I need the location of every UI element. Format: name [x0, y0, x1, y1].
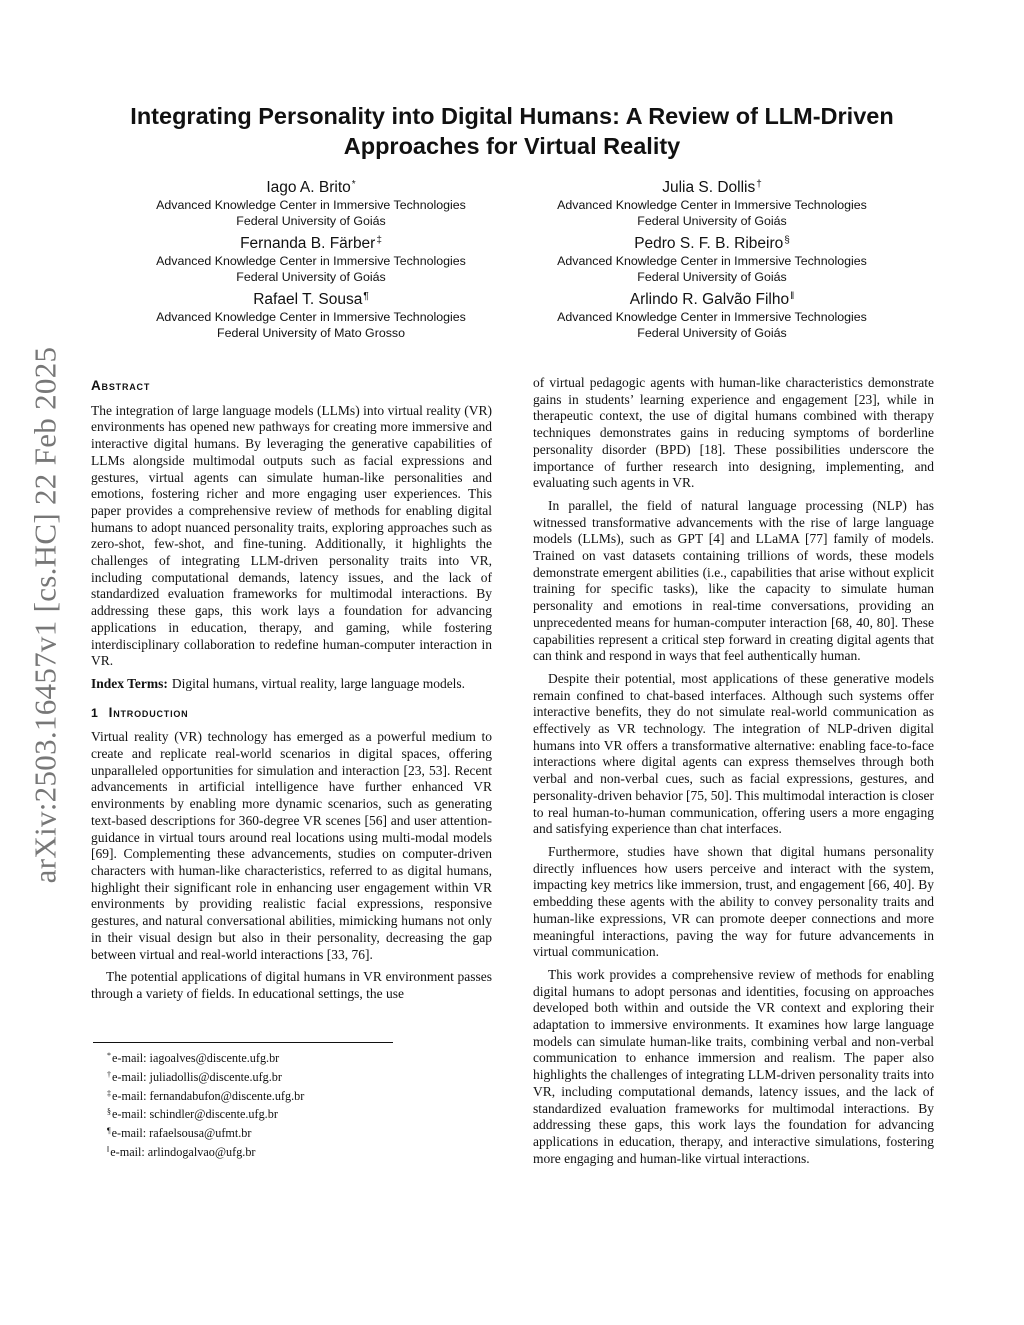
author-entry: [101, 175, 521, 229]
footnote-text[interactable]: e-mail: juliadollis@discente.ufg.br: [112, 1069, 282, 1084]
section-title: Introduction: [108, 704, 189, 720]
author-mark: †: [756, 179, 762, 190]
abstract-heading: Abstract: [91, 378, 151, 393]
abstract-text: The integration of large language models (LLMs) into virtual reality (VR) environments has opened new pathways for creating more immersive and interactive digital humans. By leveraging the generative capabilities of LLMs alongside multimodal outputs such as facial expressions and gestures, virtual agents can simulate human-like personalities and emotions, fostering richer and more engaging user experiences. This paper provides a comprehensive review of methods for enabling digital humans to adopt nuanced personality traits, exploring approaches such as zero-shot, few-shot, and fine-tuning. Additionally, it highlights the challenges of integrating LLM-driven personality traits into VR, including computational demands, latency issues, and the lack of standardized evaluation frameworks for multimodal interactions. By addressing these gaps, this work lays a foundation for advancing applications in education, therapy, and gaming, while fostering interdisciplinary collaboration to redefine human-computer interaction in VR.: [91, 402, 492, 669]
author-affiliation: Advanced Knowledge Center in Immersive Technologies: [156, 254, 466, 268]
footnote: [91, 1086, 492, 1105]
author-university: Federal University of Goiás: [637, 270, 787, 284]
footnote-mark: ‖: [107, 1144, 110, 1154]
author-mark: ¶: [363, 291, 369, 302]
author-university: Federal University of Mato Grosso: [217, 326, 405, 340]
author-name: Iago A. Brito: [266, 179, 351, 196]
author-entry: [502, 175, 922, 229]
index-terms-label: Index Terms:: [91, 675, 168, 691]
footnote: [91, 1067, 492, 1086]
author-column-right: [502, 175, 922, 343]
arxiv-identifier[interactable]: arXiv:2503.16457v1 [cs.HC] 22 Feb 2025: [27, 346, 63, 884]
footnote-text[interactable]: e-mail: rafaelsousa@ufmt.br: [111, 1126, 252, 1141]
left-column: [91, 375, 492, 1009]
footnote-mark: *: [107, 1051, 111, 1060]
footnotes: [91, 1042, 492, 1161]
intro-paragraph-5: Despite their potential, most applications of these generative models remain confined to chat-based interfaces. Although such systems offer interactive benefits, they do not simulate real-world communication as effectively as VR technology. The integration of NLP-driven digital humans into VR offers a transformative alternative: enabling face-to-face interactions where digital agents can express themselves through both verbal and non-verbal cues, such as facial expressions, gestures, and personality-driven behavior [75, 50]. This multimodal interaction is closer to real human-to-human communication, offering users a more engaging and satisfying experience than chat interfaces.: [533, 670, 934, 837]
author-name: Fernanda B. Färber: [240, 235, 376, 252]
author-entry: [502, 287, 922, 341]
author-mark: §: [784, 235, 790, 246]
footnote-mark: ‡: [107, 1088, 111, 1098]
footnote-mark: ¶: [107, 1126, 111, 1136]
intro-paragraph-3: of virtual pedagogic agents with human-like characteristics demonstrate gains in students’ learning experience and engagement [23], while in therapeutic context, the use of digital humans combined with therapy techniques demonstrates gains in reducing symptoms of borderline personality disorder (BPD) [18]. These possibilities underscore the importance of further research into designing, implementing, and evaluating such agents in VR.: [533, 375, 934, 491]
author-name: Pedro S. F. B. Ribeiro: [634, 235, 784, 252]
index-terms: [91, 676, 492, 693]
footnote: [91, 1123, 492, 1142]
arxiv-sidebar: [15, 320, 75, 910]
introduction-heading: [91, 705, 492, 722]
footnote: [91, 1142, 492, 1161]
footnote-rule: [93, 1042, 393, 1043]
footnote-text[interactable]: e-mail: schindler@discente.ufg.br: [112, 1107, 278, 1122]
author-mark: *: [351, 179, 356, 190]
title-line-2: Approaches for Virtual Reality: [343, 133, 681, 159]
title-line-1: Integrating Personality into Digital Humans: A Review of LLM-Driven: [130, 103, 894, 129]
intro-paragraph-4: In parallel, the field of natural language processing (NLP) has witnessed transformative advancements with the rise of large language models (LLMs), such as GPT [4] and LLaMA [77] family of models. Trained on vast datasets containing trillions of words, these models demonstrate emergent abilities (i.e., capabilities that arise without explicit training for specific tasks), like the capacity to simulate human personality and emotions in real-time conversations, providing an unprecedented means for human-computer interaction [68, 40, 80]. These capabilities represent a critical step forward in creating digital agents that can think and respond in ways that feel authentically human.: [533, 497, 934, 664]
author-entry: [101, 287, 521, 341]
author-name: Julia S. Dollis: [662, 179, 756, 196]
author-name: Arlindo R. Galvão Filho: [629, 291, 790, 308]
footnote-text[interactable]: e-mail: iagoalves@discente.ufg.br: [112, 1051, 280, 1065]
author-mark: ‖: [790, 291, 795, 302]
intro-paragraph-1: Virtual reality (VR) technology has emerged as a powerful medium to create and replicate real-world scenarios in digital spaces, offering unparalleled opportunities for simulation and interaction [23, 53]. Recent advancements in artificial intelligence have further enhanced VR environments by enabling more dynamic scenarios, such as generating text-based descriptions for 360-degree VR scenes [56] and user attention-guidance in virtual tours around real locations using multi-modal models [69]. Complementing these advancements, studies on computer-driven characters with human-like characteristics, referred to as digital humans, highlight their significant role in enhancing user engagement within VR environments by providing realistic facial expressions, responsive gestures, and natural conversational abilities, mimicking humans not only in their visual design but also in their personality, decreasing the gap between virtual and real-world interactions [33, 76].: [91, 729, 492, 962]
author-affiliation: Advanced Knowledge Center in Immersive Technologies: [557, 254, 867, 268]
footnote-mark: †: [107, 1069, 111, 1079]
paper-title: [100, 101, 924, 161]
index-terms-text: Digital humans, virtual reality, large language models.: [171, 675, 466, 691]
footnote-mark: §: [107, 1107, 111, 1117]
author-affiliation: Advanced Knowledge Center in Immersive Technologies: [156, 198, 466, 212]
author-entry: [101, 231, 521, 285]
section-number: 1: [91, 705, 99, 720]
author-university: Federal University of Goiás: [236, 270, 386, 284]
footnote-text[interactable]: e-mail: fernandabufon@discente.ufg.br: [112, 1088, 305, 1103]
author-column-left: [101, 175, 521, 343]
footnote: [91, 1048, 492, 1067]
author-entry: [502, 231, 922, 285]
author-mark: ‡: [376, 235, 382, 246]
author-name: Rafael T. Sousa: [253, 291, 363, 308]
author-university: Federal University of Goiás: [236, 214, 386, 228]
author-affiliation: Advanced Knowledge Center in Immersive Technologies: [156, 310, 466, 324]
author-university: Federal University of Goiás: [637, 214, 787, 228]
author-affiliation: Advanced Knowledge Center in Immersive Technologies: [557, 198, 867, 212]
intro-paragraph-2: The potential applications of digital humans in VR environment passes through a variety of fields. In educational settings, the use: [91, 969, 492, 1001]
right-column: [533, 375, 934, 1173]
intro-paragraph-7: This work provides a comprehensive review of methods for enabling digital humans to adopt personas and identities, focusing on approaches developed both within and outside the VR context and exploring their adaptation to immersive environments. It examines how large language models can simulate human-like traits, combining verbal and non-verbal communication to enhance immersion and realism. The paper also highlights the challenges of integrating LLM-driven personality traits into VR, including computational demands, latency issues, and the lack of standardized evaluation frameworks for multimodal interactions. By addressing these gaps, this work lays the foundation for advancing applications in education, therapy, and interactive simulations, fostering more engaging and human-like virtual interactions.: [533, 966, 934, 1166]
footnote-text[interactable]: e-mail: arlindogalvao@ufg.br: [110, 1144, 256, 1159]
intro-paragraph-6: Furthermore, studies have shown that digital humans personality directly influences how users perceive and interact with the system, impacting key metrics like immersion, trust, and engagement [66, 40]. By embedding these agents with the ability to convey personality traits and human-like expressions, VR can promote deeper connections and more meaningful interactions, paving the way for future advancements in virtual communication.: [533, 843, 934, 960]
author-university: Federal University of Goiás: [637, 326, 787, 340]
footnote: [91, 1104, 492, 1123]
author-affiliation: Advanced Knowledge Center in Immersive Technologies: [557, 310, 867, 324]
